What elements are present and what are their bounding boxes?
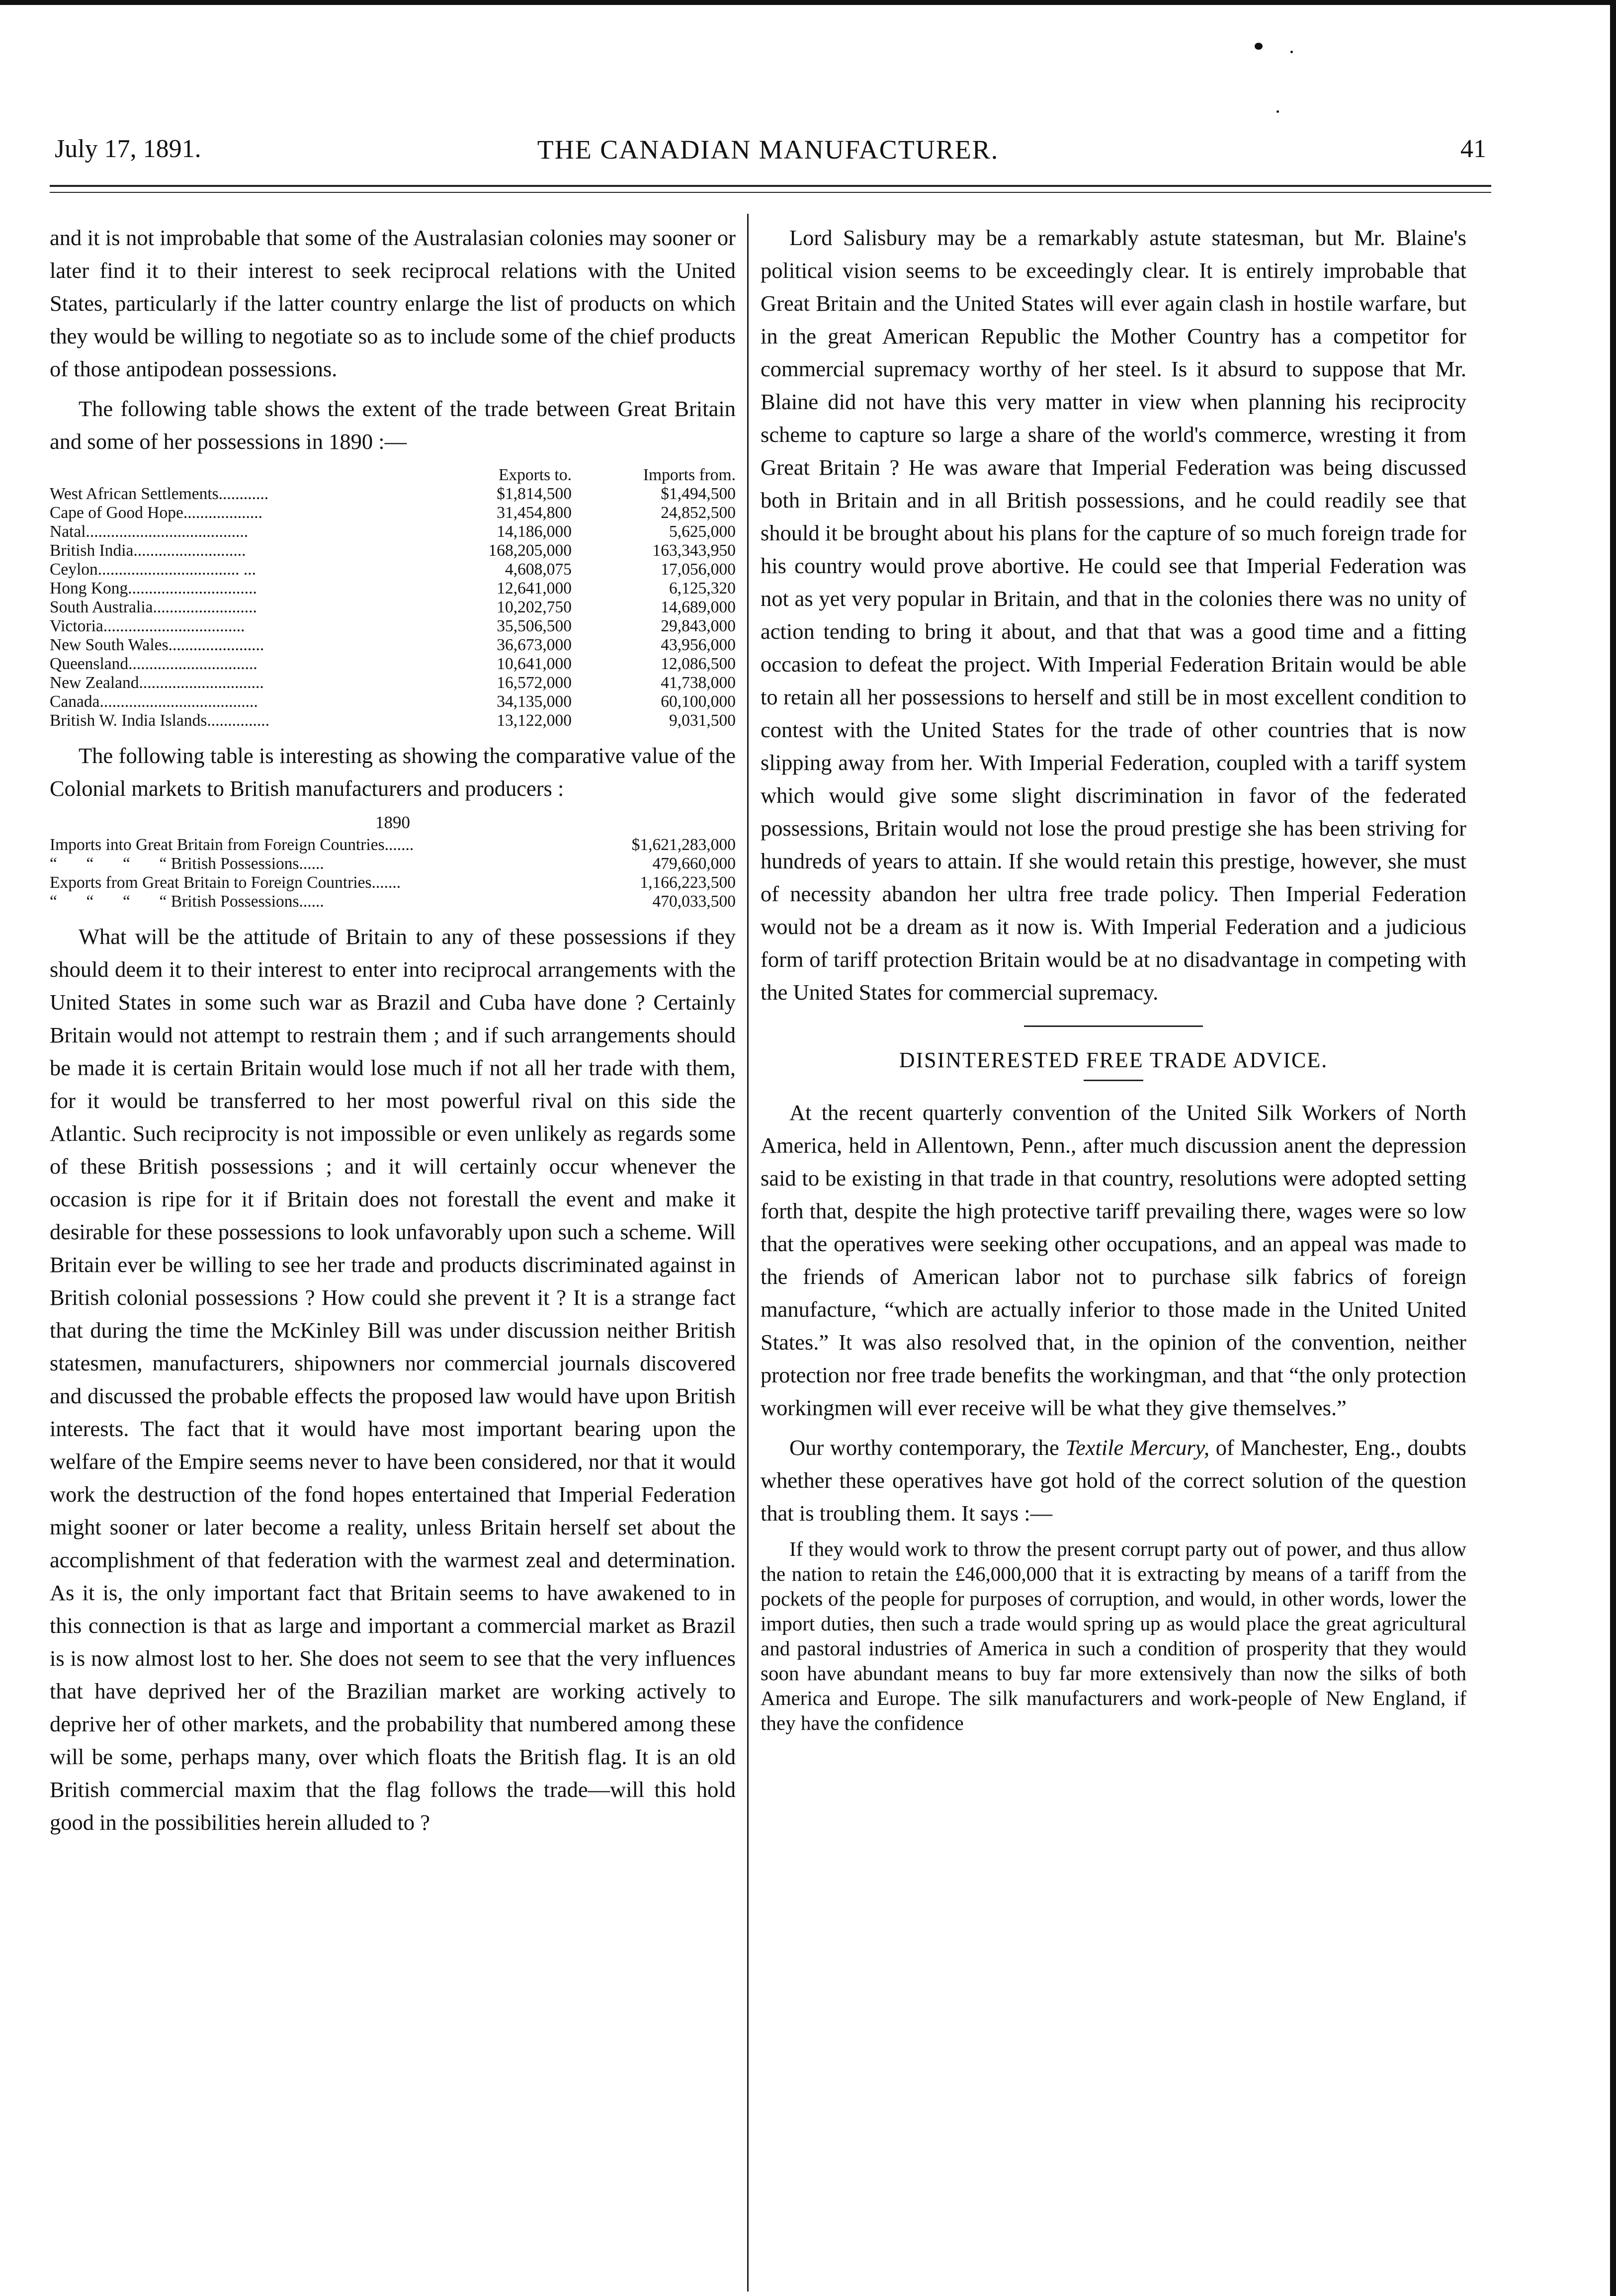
section-title: DISINTERESTED FREE TRADE ADVICE. [899,1048,1328,1072]
imports-value: 5,625,000 [669,522,736,541]
column-divider [747,214,749,2292]
table-body [50,836,736,911]
page-header [50,134,1486,179]
text-run: of Manchester, Eng., doubts whether these operatives have got hold of the correct solution of the question that is troubling them. It says :— [761,1435,1467,1526]
imports-value: 12,086,500 [661,655,736,673]
table-row [50,655,736,674]
table-row [50,504,736,522]
scan-edge-top [0,0,1616,5]
trade-description: “ “ “ “ British Possessions...... [50,892,324,911]
trade-value: 479,660,000 [652,854,736,873]
imports-value: 14,689,000 [661,598,736,616]
paragraph: Lord Salisbury may be a remarkably astute statesman, but Mr. Blaine's political vision seems to be exceedingly clear. It is entirely improbable that Great Britain and the United States will ever again clash in hostile warfare, but in the great American Republic the Mother Country has a competitor for commercial supremacy worthy of her steel. Is it absurd to suppose that Mr. Blaine did not have this very matter in view when planning his reciprocity scheme to capture so large a share of the world's commerce, wresting it from Great Britain ? He was aware that Imperial Federation was being discussed both in Britain and in all British possessions, and he could readily see that should it be brought about his plans for the capture of so much foreign trade for his country would prove abortive. He could see that Imperial Federation was not as yet very popular in Britain, and that in the colonies there was no unity of action tending to bring it about, and that that was a good time and a fitting occasion to defeat the project. With Imperial Federation Britain would be able to retain all her possessions to herself and still be in most excellent condition to contest with the United States for the trade of other countries that is now slipping away from her. With Imperial Federation, coupled with a tariff system which would give some slight discrimination in favor of the federated possessions, Britain would not lose the proud prestige she has been striving for hundreds of years to attain. If she would retain this prestige, however, she must of necessity abandon her ultra free trade policy. Then Imperial Federation would not be a dream as it now is. With Imperial Federation and a judicious form of tariff protection Britain would be at no disadvantage in competing with the United States for commercial supremacy. [761,225,1466,1005]
imports-value: 163,343,950 [652,541,736,560]
section-divider [1024,1025,1203,1027]
possession-name: Cape of Good Hope................... [50,504,262,522]
table-row [50,873,736,892]
title-underline [1084,1080,1143,1081]
issue-date: July 17, 1891. [55,135,201,163]
text-run: Our worthy contemporary, the [789,1435,1059,1460]
possession-name: Victoria.................................. [50,617,245,635]
exports-value: 4,608,075 [505,560,572,579]
comparison-table [50,813,736,911]
trade-description: Exports from Great Britain to Foreign Countries....... [50,873,401,892]
publication-name: Textile Mercury, [1065,1435,1210,1460]
paragraph: and it is not improbable that some of the Australasian colonies may sooner or later find it to their interest to seek reciprocal relations with the United States, particularly if the latter country enlarge the list of products on which they would be willing to negotiate so as to include some of the chief products of those antipodean possessions. [50,225,736,381]
possession-name: Natal....................................... [50,522,249,541]
publication-title: THE CANADIAN MANUFACTURER. [537,135,999,165]
trade-description: “ “ “ “ British Possessions...... [50,854,324,873]
exports-value: 34,135,000 [497,692,572,711]
exports-value: 35,506,500 [497,617,572,635]
left-column [50,221,736,1846]
possession-name: New South Wales....................... [50,636,264,654]
exports-value: 12,641,000 [497,579,572,597]
possession-name: Canada...................................... [50,692,258,711]
table-row [50,836,736,854]
possession-name: British India........................... [50,541,246,560]
paragraph: The following table shows the extent of the trade between Great Britain and some of her possessions in 1890 :— [50,396,736,454]
table-row [50,711,736,730]
page-number: 41 [1460,135,1486,163]
possession-name: Queensland............................... [50,655,257,673]
exports-value: $1,814,500 [497,485,572,503]
scan-speck [1276,110,1279,113]
trade-value: $1,621,283,000 [631,836,736,854]
scan-edge-right [1610,0,1616,2296]
table-row [50,485,736,504]
column-header-imports: Imports from. [643,466,736,484]
imports-value: 43,956,000 [661,636,736,654]
header-rule [50,185,1491,187]
table-row [50,560,736,579]
table-row [50,598,736,617]
exports-value: 31,454,800 [497,504,572,522]
imports-value: 41,738,000 [661,674,736,692]
table-row [50,541,736,560]
imports-value: 60,100,000 [661,692,736,711]
table-row [50,579,736,598]
scan-speck [1255,43,1263,50]
table-row [50,674,736,692]
possession-name: Hong Kong............................... [50,579,257,597]
table-row [50,617,736,636]
exports-value: 10,641,000 [497,655,572,673]
imports-value: 6,125,320 [669,579,736,597]
paragraph: What will be the attitude of Britain to any of these possessions if they should deem it to their interest to enter into reciprocal arrangements with the United States in some such war as Brazil and Cuba have done ? Certainly Britain would not attempt to restrain them ; and if such arrangements should be made it is certain Britain would lose much if not all her trade with them, for it would be transferred to her most powerful rival on this side the Atlantic. Such reciprocity is not impossible or even unlikely as regards some of these British possessions ; and it will certainly occur whenever the occasion is ripe for it if Britain does not forestall the event and make it desirable for these possessions to look unfavorably upon such a scheme. Will Britain ever be willing to see her trade and products discriminated against in British colonial possessions ? How could she prevent it ? It is a strange fact that during the time the McKinley Bill was under discussion neither British statesmen, manufacturers, shipowners nor commercial journals discovered and discussed the probable effects the proposed law would have upon British interests. The fact that it would have most important bearing upon the welfare of the Empire seems never to have been considered, nor that it would work the destruction of the fond hopes entertained that Imperial Federation might sooner or later become a reality, unless Britain herself set about the accomplishment of that federation with the warmest zeal and determination. As it is, the only important fact that Britain seems to have awakened to in this connection is that as large and important a commercial market as Brazil is is now almost lost to her. She does not seem to see that the very influences that have deprived her of the Brazilian market are working actively to deprive her of other markets, and the probability that numbered among these will be some, perhaps many, over which floats the British flag. It is an old British commercial maxim that the flag follows the trade—will this hold good in the possibilities herein alluded to ? [50,924,736,1835]
possession-name: British W. India Islands............... [50,711,270,730]
exports-value: 13,122,000 [497,711,572,730]
exports-value: 10,202,750 [497,598,572,616]
trade-description: Imports into Great Britain from Foreign Countries....... [50,836,414,854]
table-row [50,854,736,873]
table-row [50,636,736,655]
exports-value: 14,186,000 [497,522,572,541]
table-row [50,892,736,911]
trade-table [50,466,736,730]
header-rule-thin [50,192,1491,193]
possession-name: West African Settlements............ [50,485,269,503]
exports-value: 36,673,000 [497,636,572,654]
possession-name: New Zealand.............................. [50,674,264,692]
imports-value: 24,852,500 [661,504,736,522]
imports-value: 9,031,500 [669,711,736,730]
column-header-exports: Exports to. [498,466,572,484]
right-column [761,221,1466,1742]
imports-value: 17,056,000 [661,560,736,579]
possession-name: South Australia......................... [50,598,257,616]
imports-value: $1,494,500 [661,485,736,503]
trade-value: 470,033,500 [652,892,736,911]
scan-speck [1290,51,1293,53]
paragraph: At the recent quarterly convention of the United Silk Workers of North America, held in Allentown, Penn., after much discussion anent the depression said to be existing in that trade in that country, resolutions were adopted setting forth that, despite the high protective tariff prevailing there, wages were so low that the operatives were seeking other occupations, and an appeal was made to the friends of American labor not to purchase silk fabrics of foreign manufacture, “which are actually inferior to those made in the United United States.” It was also resolved that, in the opinion of the convention, neither protection nor free trade benefits the workingman, and that “the only protection workingmen will ever receive will be what they give themselves.” [761,1100,1466,1420]
quoted-passage: If they would work to throw the present corrupt party out of power, and thus allow the nation to retain the £46,000,000 that it is extracting by means of a tariff from the pockets of the people for purposes of corruption, and would, in other words, lower the import duties, then such a trade would spring up as would place the great agricultural and pastoral industries of America in such a condition of prosperity that they would soon have abundant means to buy far more extensively than now the silks of both America and Europe. The silk manufacturers and work-people of New England, if they have the confidence [761,1537,1466,1734]
trade-value: 1,166,223,500 [640,873,736,892]
table-row [50,522,736,541]
possession-name: Ceylon.................................. ... [50,560,256,579]
table-header [50,466,736,485]
table-year: 1890 [375,813,410,832]
exports-value: 16,572,000 [497,674,572,692]
imports-value: 29,843,000 [661,617,736,635]
table-row [50,692,736,711]
paragraph [761,1431,1466,1530]
exports-value: 168,205,000 [488,541,572,560]
paragraph: The following table is interesting as showing the comparative value of the Colonial markets to British manufacturers and producers : [50,743,736,801]
table-body [50,485,736,730]
